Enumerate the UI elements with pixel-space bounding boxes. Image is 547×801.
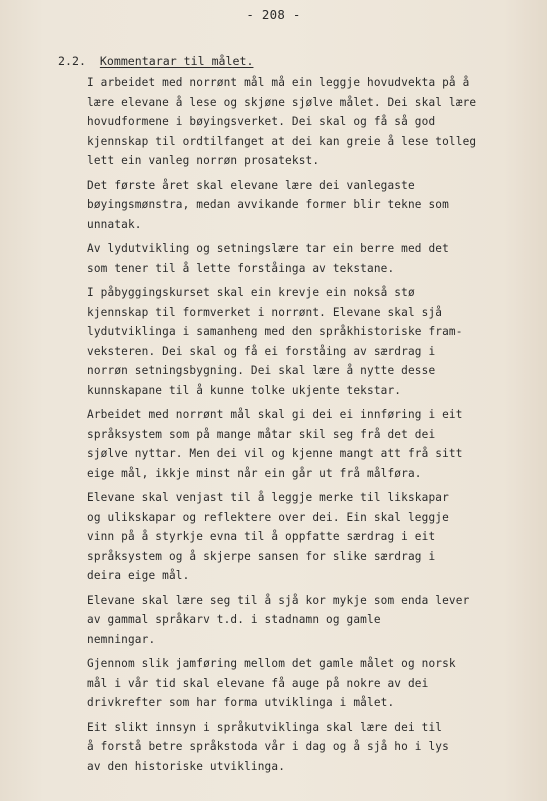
text-line: Arbeidet med norrønt mål skal gi dei ei innføring i eit <box>87 408 463 421</box>
text-line: kjennskap til formverket i norrønt. Elevane skal sjå <box>87 305 443 319</box>
section-heading <box>58 54 253 68</box>
text-line: lett ein vanleg norrøn prosatekst. <box>87 154 320 167</box>
paragraph <box>87 591 527 650</box>
text-line: og ulikskapar og reflektere over dei. Ein skal leggje <box>87 510 449 524</box>
text-line: I arbeidet med norrønt mål må ein leggje hovudvekta på å <box>87 76 470 89</box>
text-line: Det første året skal elevane lære dei vanlegaste <box>87 178 415 192</box>
paragraph <box>87 283 527 400</box>
text-line: lydutviklinga i samanheng med den språkhistoriske fram- <box>87 325 463 338</box>
text-line: av den historiske utviklinga. <box>87 759 286 773</box>
text-line: bøyingsmønstra, medan avvikande former blir tekne som <box>87 198 449 211</box>
paragraph <box>87 405 527 483</box>
paragraph <box>87 654 527 713</box>
paragraph <box>87 73 527 171</box>
text-line: kjennskap til ordtilfanget at dei kan greie å lese tolleg <box>87 134 477 148</box>
paragraph <box>87 488 527 586</box>
text-line: I påbyggingskurset skal ein krevje ein nokså stø <box>87 286 415 299</box>
text-line: som tener til å lette forståinga av tekstane. <box>87 261 395 275</box>
text-line: sjølve nyttar. Men dei vil og kjenne mangt att frå sitt <box>87 447 463 460</box>
text-line: hovudformene i bøyingsverket. Dei skal og få så god <box>87 115 436 128</box>
text-line: av gammal språkarv t.d. i stadnamn og gamle <box>87 613 381 626</box>
text-line: lære elevane å lese og skjøne sjølve målet. Dei skal lære <box>87 95 477 109</box>
section-number: 2.2. <box>58 54 86 68</box>
section-title: Kommentarar til målet. <box>99 54 254 68</box>
text-line: drivkrefter som har forma utviklinga i målet. <box>87 696 395 709</box>
paragraph <box>87 176 527 235</box>
text-line: språksystem og å skjerpe sansen for slike særdrag i <box>87 549 436 563</box>
text-line: deira eige mål. <box>87 569 190 582</box>
text-line: norrøn setningsbygning. Dei skal lære å nytte desse <box>87 364 436 377</box>
page-number: - 208 - <box>246 7 301 22</box>
text-line: Eit slikt innsyn i språkutviklinga skal lære dei til <box>87 720 443 734</box>
text-line: Gjennom slik jamføring mellom det gamle målet og norsk <box>87 657 456 670</box>
paragraph <box>87 239 527 278</box>
text-line: veksteren. Dei skal og få ei forståing av særdrag i <box>87 344 436 358</box>
body-text <box>87 73 527 781</box>
text-line: å forstå betre språkstoda vår i dag og å sjå ho i lys <box>87 740 449 753</box>
text-line: Av lydutvikling og setningslære tar ein berre med det <box>87 242 449 255</box>
text-line: vinn på å styrkje evna til å oppfatte særdrag i eit <box>87 530 436 543</box>
text-line: Elevane skal lære seg til å sjå kor mykje som enda lever <box>87 593 470 607</box>
text-line: språksystem som på mange måtar skil seg frå det dei <box>87 427 436 441</box>
text-line: kunnskapane til å kunne tolke ukjente tekstar. <box>87 383 402 397</box>
text-line: mål i vår tid skal elevane få auge på nokre av dei <box>87 676 429 690</box>
text-line: unnatak. <box>87 217 142 231</box>
text-line: nemningar. <box>87 632 156 646</box>
text-line: Elevane skal venjast til å leggje merke til likskapar <box>87 491 449 504</box>
paragraph <box>87 718 527 777</box>
text-line: eige mål, ikkje minst når ein går ut frå målføra. <box>87 466 422 480</box>
